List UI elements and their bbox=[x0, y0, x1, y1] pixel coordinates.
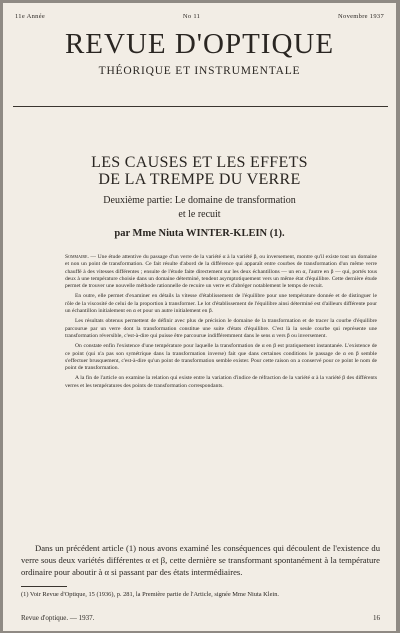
summary-paragraph: A la fin de l'article on examine la relation qui existe entre la variation d'indice de réfraction de la variété α à la variété β des différents verres et les températures des points de transformation correspondants. bbox=[65, 375, 377, 389]
issue-number: No 11 bbox=[182, 13, 201, 20]
article-part-line-2: et le recuit bbox=[178, 209, 221, 220]
footnote-divider bbox=[21, 586, 67, 587]
footer-journal: Revue d'optique. — 1937. bbox=[21, 614, 95, 622]
summary-paragraph bbox=[65, 254, 377, 290]
journal-title: REVUE D'OPTIQUE bbox=[64, 28, 335, 60]
page-number: 16 bbox=[373, 614, 380, 622]
journal-page bbox=[3, 3, 396, 631]
summary-paragraph: Les résultats obtenus permettent de définir avec plus de précision le domaine de la transformation et de tracer la courbe d'équilibre parcourue par un verre dont la transformation constitue une suite d'états d'équilibre. C'est là la seule courbe qui représente une transformation réversible, c'est-à-dire qui puisse être parcourue indifféremment dans le sens α vers β ou inversement. bbox=[65, 318, 377, 339]
journal-subtitle: THÉORIQUE ET INSTRUMENTALE bbox=[98, 65, 301, 77]
issue-date: Novembre 1937 bbox=[338, 13, 384, 20]
masthead-divider bbox=[13, 106, 388, 107]
summary-text: — Une étude attentive du passage d'un verre de la variété α à la variété β, ou inversement, montre qu'il existe tout un domaine et non un point de transformation. Ce fait résulte d'abord de la différence qui apparaît entre courbes de transformation d'un même verre chauffé à des vitesses différentes ; ensuite de l'étude faite directement sur les deux échantillons — un en α, l'autre en β — qui, portés tous deux à une température choisie dans un domaine déterminé, tendent asymptotiquement vers un même état d'équilibre. Cette dernière étude permet de trouver une nouvelle méthode rationnelle de recuire un verre et d'abréger notablement le temps de recuit. bbox=[65, 254, 377, 290]
summary-paragraph: En outre, elle permet d'examiner en détails la vitesse d'établissement de l'équilibre pour une température donnée et de distinguer le rôle de la viscosité de celui de la proportion à transformer. Le lot d'établissement de l'équilibre ainsi déterminé est d'ailleurs différente pour un échantillon initialement en α et pour un autre initialement en β. bbox=[65, 293, 377, 315]
summary-label: Sommaire. bbox=[65, 254, 89, 260]
year-label: 11e Année bbox=[15, 13, 46, 20]
article-title-line-2: DE LA TREMPE DU VERRE bbox=[98, 171, 301, 188]
article-body bbox=[21, 542, 380, 578]
article-title-line-1: LES CAUSES ET LES EFFETS bbox=[91, 154, 308, 171]
article-part-line-1: Deuxième partie: Le domaine de transformation bbox=[103, 195, 296, 206]
page-footer bbox=[21, 614, 380, 622]
article-summary bbox=[65, 254, 377, 393]
summary-paragraph: On constate enfin l'existence d'une température pour laquelle la transformation de α en β est pratiquement instantanée. L'existence de ce point (qui n'a pas son symétrique dans la transformation inverse) fait que dans certaines conditions le passage de α en β semble s'effectuer brusquement, c'est-à-dire qu'un point de transformation semble exister. Pour cette raison on a conservé pour ce point le nom de point de transformation. bbox=[65, 343, 377, 372]
body-paragraph: Dans un précédent article (1) nous avons examiné les conséquences qui découlent de l'existence du verre sous deux variétés différentes α et β, cette dernière se transformant spontanément à la température ordinaire pour aboutir à α si passant par des états intermédiaires. bbox=[21, 543, 380, 577]
running-head bbox=[15, 13, 384, 20]
article-author: par Mme Niuta WINTER-KLEIN (1). bbox=[114, 228, 285, 239]
footnote: (1) Voir Revue d'Optique, 15 (1936), p. 281, la Première partie de l'Article, signée Mme Niuta Klein. bbox=[21, 591, 279, 598]
